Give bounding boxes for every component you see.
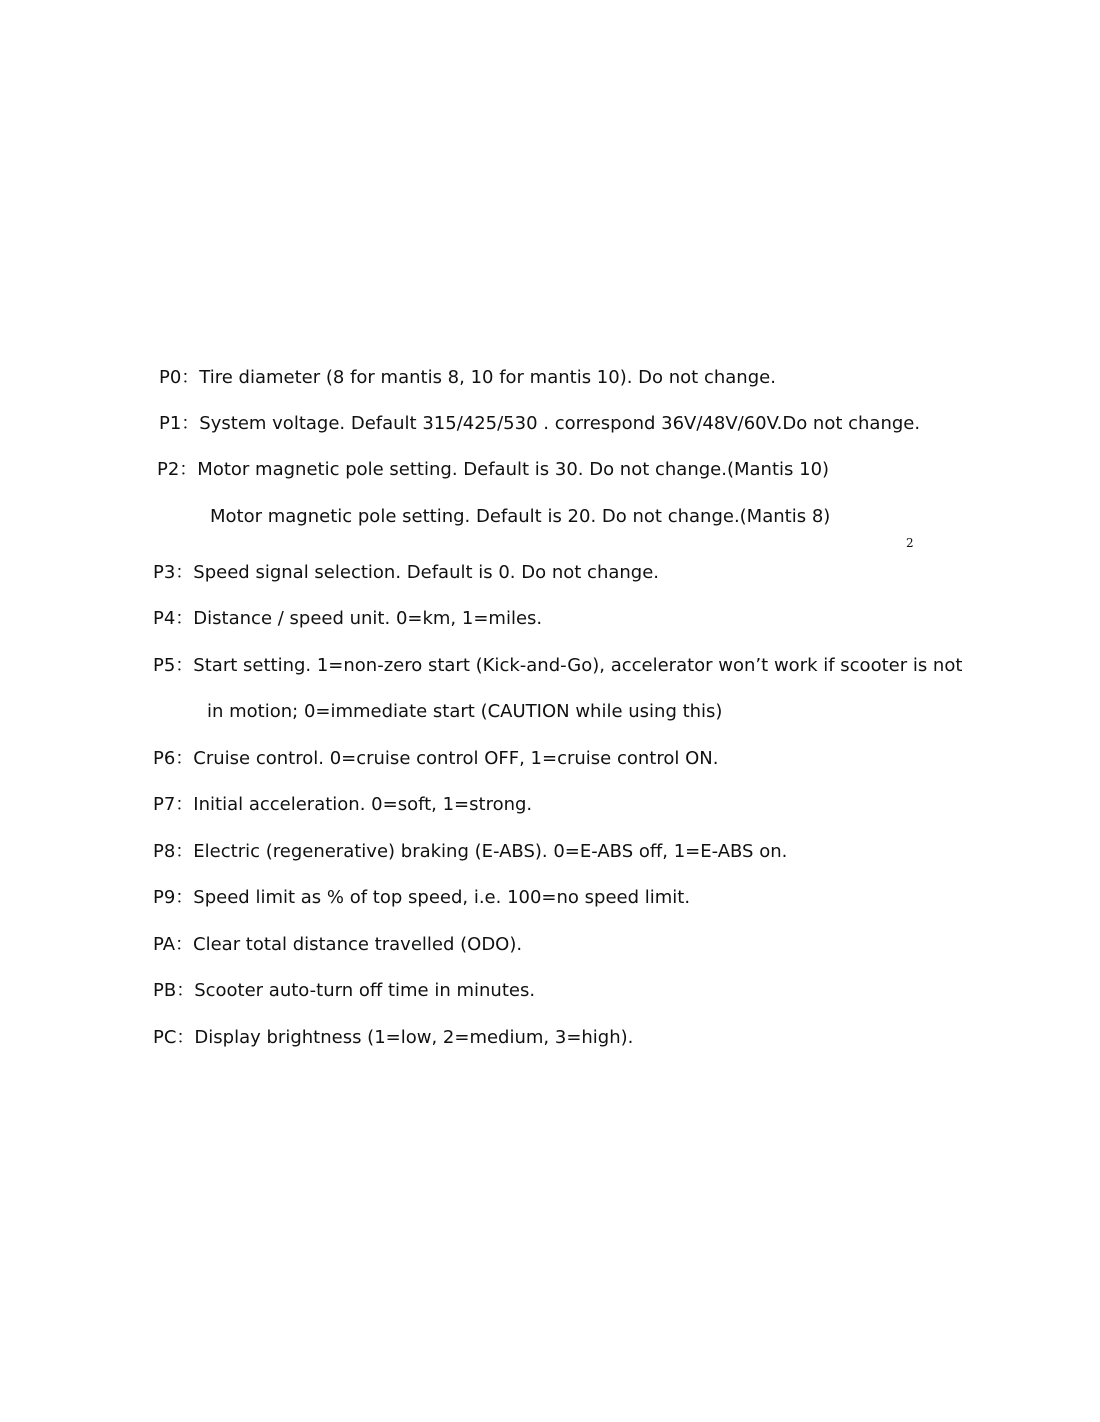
param-p3-line: P3：Speed signal selection. Default is 0. Do not change.: [153, 562, 660, 583]
param-p4-line: P4：Distance / speed unit. 0=km, 1=miles.: [153, 608, 543, 629]
param-p1-line: P1：System voltage. Default 315/425/530 . correspond 36V/48V/60V.Do not change.: [159, 413, 921, 434]
param-p2-continuation-line: Motor magnetic pole setting. Default is 20. Do not change.(Mantis 8): [210, 506, 831, 527]
param-pa-line: PA：Clear total distance travelled (ODO).: [153, 934, 523, 955]
page-number: 2: [906, 536, 914, 550]
param-pc-line: PC：Display brightness (1=low, 2=medium, 3=high).: [153, 1027, 634, 1048]
param-p7-line: P7：Initial acceleration. 0=soft, 1=strong.: [153, 794, 533, 815]
param-pb-line: PB：Scooter auto-turn off time in minutes.: [153, 980, 536, 1001]
param-p0-line: P0：Tire diameter (8 for mantis 8, 10 for mantis 10). Do not change.: [159, 367, 776, 388]
param-p2-line: P2：Motor magnetic pole setting. Default is 30. Do not change.(Mantis 10): [157, 459, 830, 480]
param-p5-line: P5：Start setting. 1=non-zero start (Kick-and-Go), accelerator won’t work if scooter is not: [153, 655, 963, 676]
param-p6-line: P6：Cruise control. 0=cruise control OFF, 1=cruise control ON.: [153, 748, 719, 769]
param-p8-line: P8：Electric (regenerative) braking (E-ABS). 0=E-ABS off, 1=E-ABS on.: [153, 841, 788, 862]
param-p5-continuation-line: in motion; 0=immediate start (CAUTION while using this): [207, 701, 723, 722]
param-p9-line: P9：Speed limit as % of top speed, i.e. 100=no speed limit.: [153, 887, 691, 908]
